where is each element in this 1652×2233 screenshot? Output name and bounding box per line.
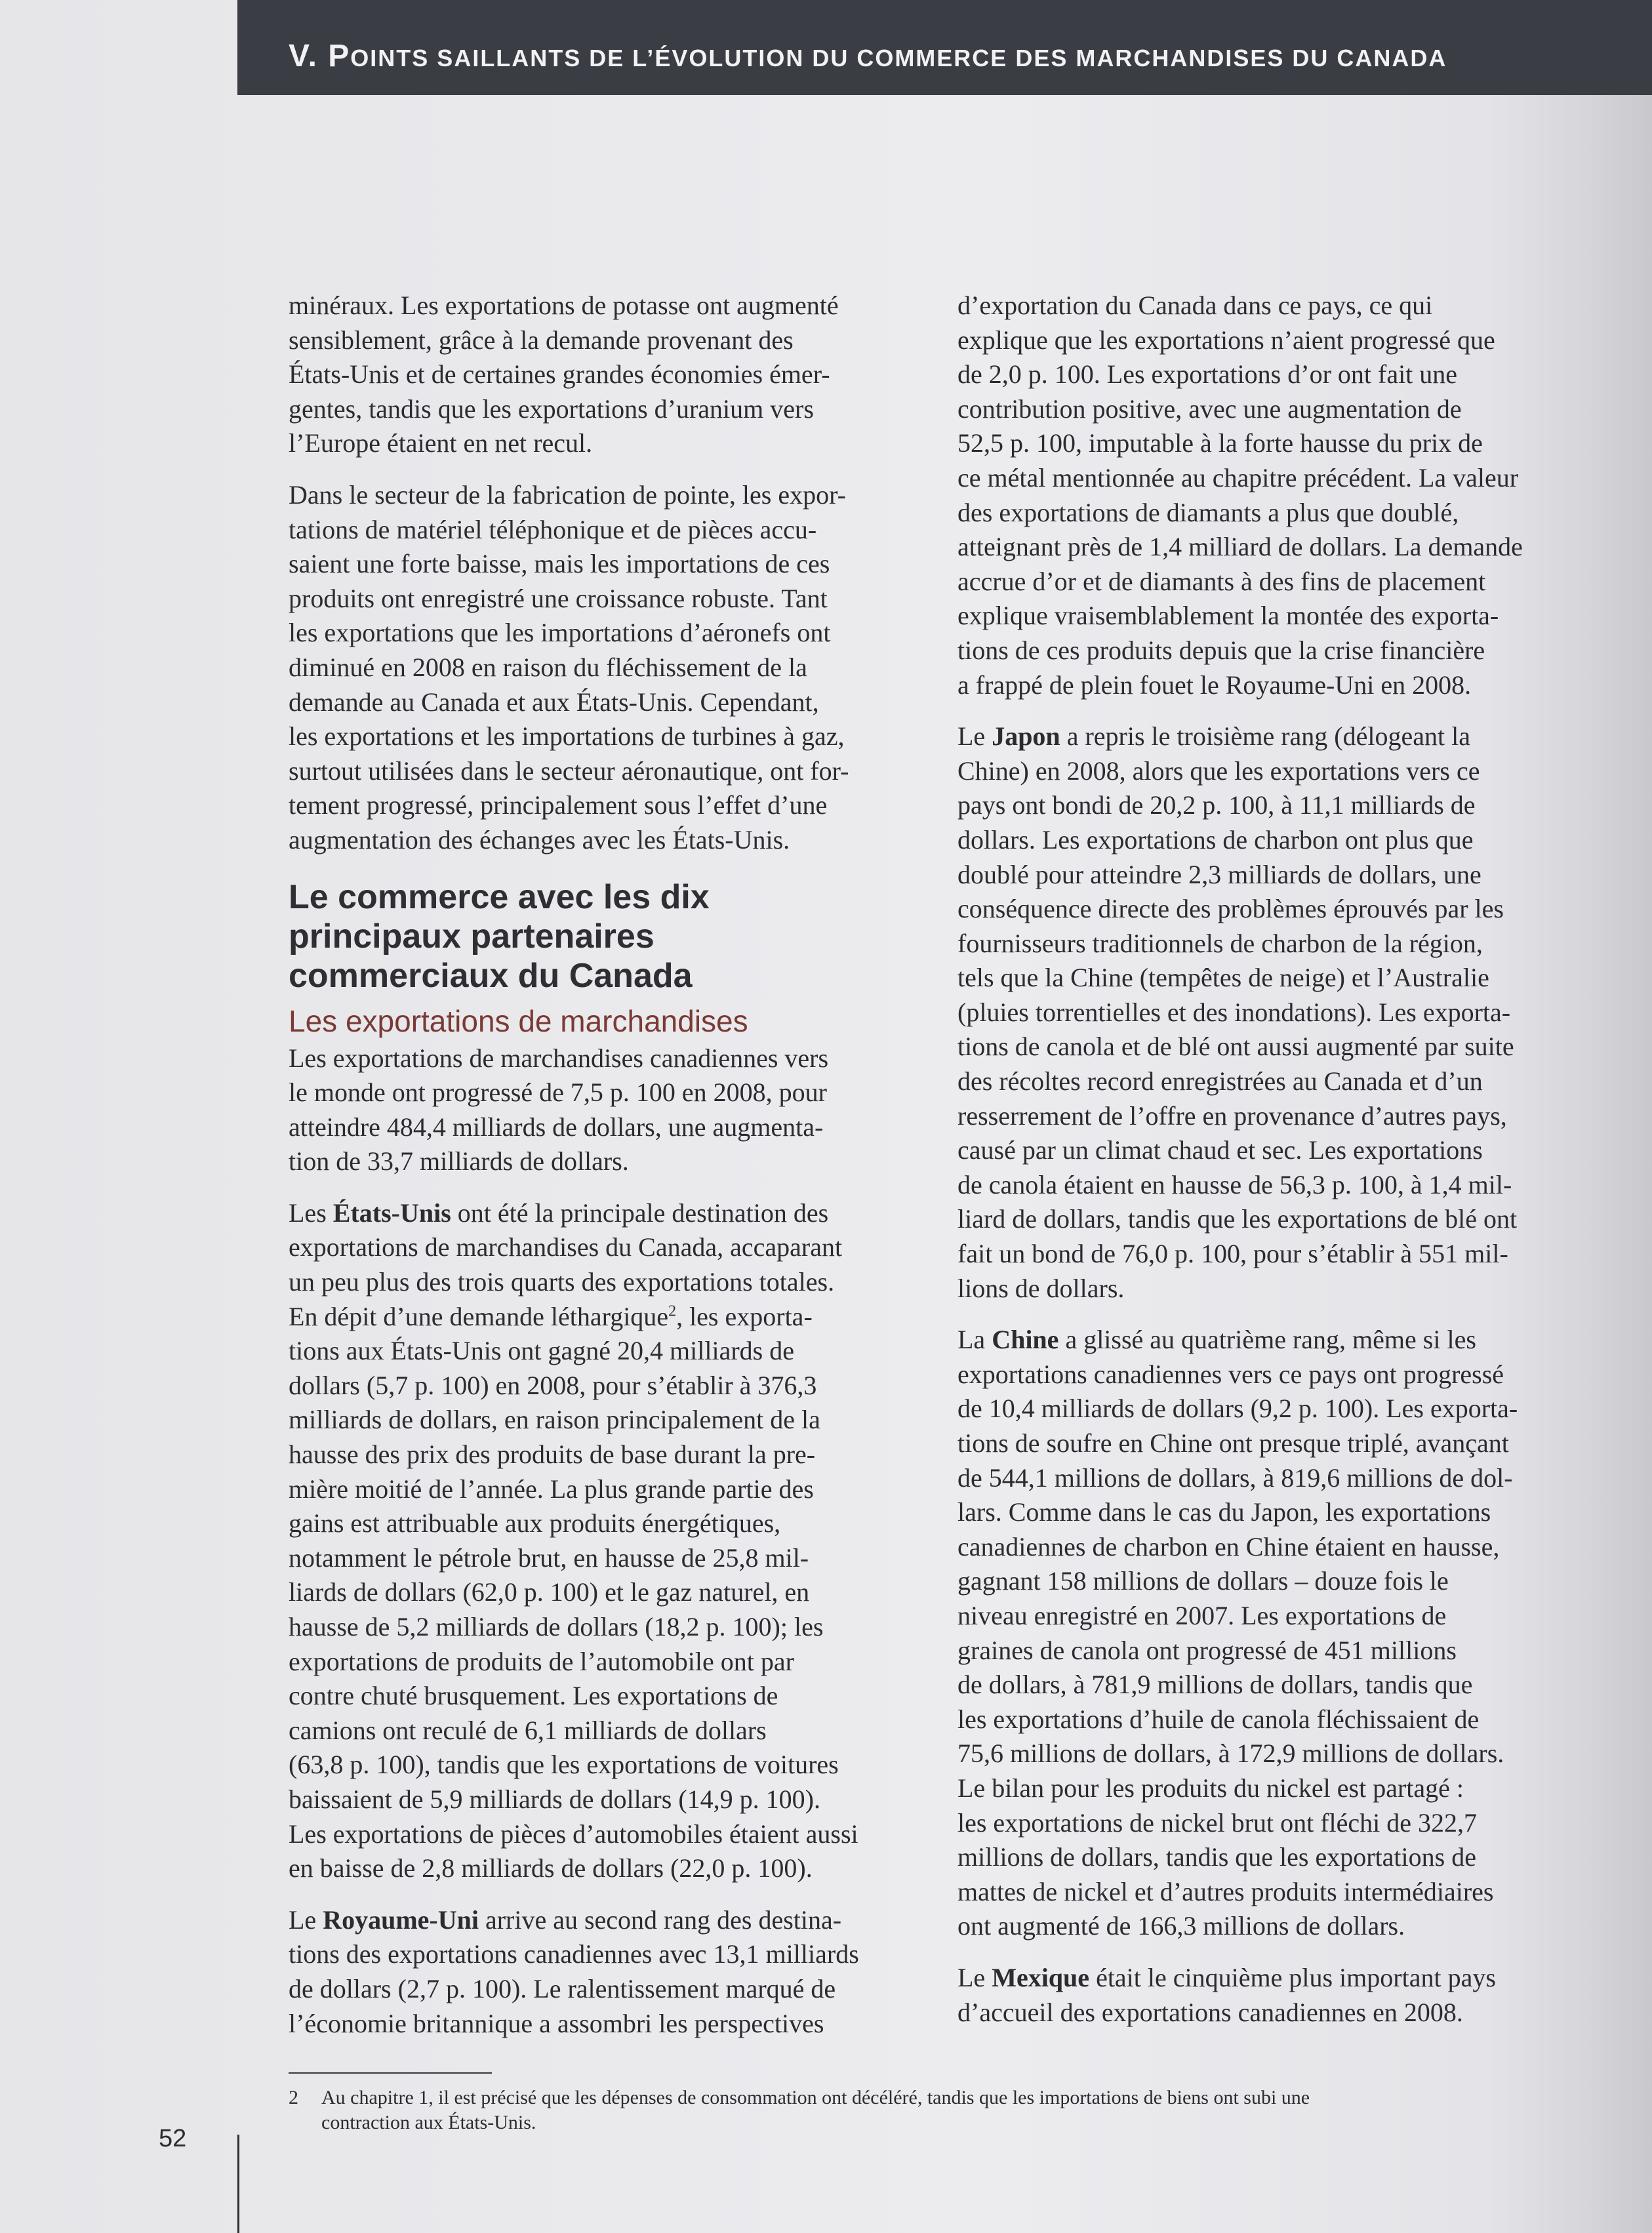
country-name-bold: États-Unis xyxy=(332,1197,451,1228)
text-line xyxy=(289,1903,918,1938)
text-line: 52,5 p. 100, imputable à la forte hausse du prix de xyxy=(957,428,1483,458)
text-line: contraction aux États-Unis. xyxy=(321,2112,536,2133)
heading-line: principaux partenaires xyxy=(289,917,655,956)
paragraph-japan xyxy=(957,719,1587,1306)
text-line xyxy=(957,1323,1587,1358)
text-line: (63,8 p. 100), tandis que les exportations de voitures xyxy=(289,1750,839,1780)
text-line xyxy=(289,1196,918,1231)
footnote-text xyxy=(321,2085,1535,2135)
text-line: Au chapitre 1, il est précisé que les dépenses de consommation ont décéléré, tandis que les importations de biens ont subi une xyxy=(321,2087,1310,2108)
text-line: Le bilan pour les produits du nickel est partagé : xyxy=(957,1773,1464,1803)
text-line: sensiblement, grâce à la demande provenant des xyxy=(289,325,794,355)
text-line: mattes de nickel et d’autres produits intermédiaires xyxy=(957,1876,1494,1906)
text-run: a repris le troisième rang (délogeant la xyxy=(1060,721,1470,752)
subsection-heading: Les exportations de marchandises xyxy=(289,1003,748,1038)
text-line: hausse de 5,2 milliards de dollars (18,2 p. 100); les xyxy=(289,1612,824,1641)
text-run: La xyxy=(957,1325,992,1355)
paragraph-world-exports xyxy=(289,1041,918,1179)
text-line: atteindre 484,4 milliards de dollars, une augmenta- xyxy=(289,1112,824,1142)
text-line: lars. Comme dans le cas du Japon, les exportations xyxy=(957,1497,1491,1527)
text-line: augmentation des échanges avec les États-Unis. xyxy=(289,824,790,855)
text-line: tels que la Chine (tempêtes de neige) et l’Australie xyxy=(957,963,1489,993)
text-line xyxy=(957,719,1587,754)
text-line: le monde ont progressé de 7,5 p. 100 en 2008, pour xyxy=(289,1077,827,1108)
country-name-bold: Chine xyxy=(992,1325,1059,1355)
text-line: un peu plus des trois quarts des exportations totales. xyxy=(289,1267,835,1297)
text-line: les exportations de nickel brut ont fléchi de 322,7 xyxy=(957,1807,1478,1838)
text-line: notamment le pétrole brut, en hausse de 25,8 mil- xyxy=(289,1542,809,1573)
text-line: gagnant 158 millions de dollars – douze fois le xyxy=(957,1566,1449,1596)
text-line: d’exportation du Canada dans ce pays, ce qui xyxy=(957,291,1433,320)
paragraph-china xyxy=(957,1323,1587,1944)
text-line: produits ont enregistré une croissance robuste. Tant xyxy=(289,583,828,613)
text-run: Les xyxy=(289,1197,333,1228)
text-line: tement progressé, principalement sous l’effet d’une xyxy=(289,790,828,820)
heading-line: Le commerce avec les dix xyxy=(289,877,710,916)
footnote-separator xyxy=(289,2072,492,2074)
text-line: de canola étaient en hausse de 56,3 p. 100, à 1,4 mil- xyxy=(957,1169,1512,1199)
text-line: les exportations et les importations de turbines à gaz, xyxy=(289,721,845,752)
paragraph-united-kingdom xyxy=(289,1903,918,2041)
text-line: liards de dollars (62,0 p. 100) et le gaz naturel, en xyxy=(289,1577,810,1607)
text-line: fait un bond de 76,0 p. 100, pour s’établir à 551 mil- xyxy=(957,1239,1508,1269)
text-line: tions de canola et de blé ont aussi augmenté par suite xyxy=(957,1032,1514,1062)
heading-line: commerciaux du Canada xyxy=(289,956,693,995)
text-line: hausse des prix des produits de base durant la pre- xyxy=(289,1439,816,1470)
text-line: baissaient de 5,9 milliards de dollars (14,9 p. 100). xyxy=(289,1784,820,1814)
text-line: gains est attribuable aux produits énergétiques, xyxy=(289,1508,781,1539)
right-column xyxy=(957,289,1587,2047)
text-run: , les exporta- xyxy=(676,1301,813,1331)
paragraph-advanced-manufacturing xyxy=(289,478,918,858)
text-line: (pluies torrentielles et des inondations). Les exporta- xyxy=(957,997,1511,1027)
text-line: surtout utilisées dans le secteur aéronautique, ont for- xyxy=(289,755,849,786)
section-heading xyxy=(289,877,918,996)
text-run: a glissé au quatrième rang, même si les xyxy=(1058,1325,1476,1355)
paragraph-uk-continued xyxy=(957,289,1587,702)
paragraph-united-states xyxy=(289,1196,918,1886)
text-line: pays ont bondi de 20,2 p. 100, à 11,1 milliards de xyxy=(957,790,1476,820)
text-line: tions de ces produits depuis que la crise financière xyxy=(957,635,1485,665)
text-line: tions des exportations canadiennes avec 13,1 milliards xyxy=(289,1939,859,1969)
text-line: lions de dollars. xyxy=(957,1273,1125,1303)
footnote-number: 2 xyxy=(289,2087,298,2108)
text-line: en baisse de 2,8 milliards de dollars (22,0 p. 100). xyxy=(289,1853,813,1883)
margin-rule xyxy=(237,2135,239,2233)
text-run: arrive au second rang des destina- xyxy=(478,1904,842,1935)
text-line: Chine) en 2008, alors que les exportations vers ce xyxy=(957,755,1480,786)
paragraph-minerals xyxy=(289,289,918,461)
text-line: dollars. Les exportations de charbon ont plus que xyxy=(957,824,1474,855)
text-run: En dépit d’une demande léthargique xyxy=(289,1301,669,1331)
text-line: des exportations de diamants a plus que doublé, xyxy=(957,497,1459,527)
text-line xyxy=(957,1961,1587,1996)
text-line: Les exportations de pièces d’automobiles étaient aussi xyxy=(289,1819,858,1849)
text-line: l’Europe étaient en net recul. xyxy=(289,428,593,458)
text-line: explique que les exportations n’aient progressé que xyxy=(957,325,1495,355)
text-line: 75,6 millions de dollars, à 172,9 millions de dollars. xyxy=(957,1739,1504,1769)
text-line: demande au Canada et aux États-Unis. Cependant, xyxy=(289,687,819,717)
text-line: graines de canola ont progressé de 451 millions xyxy=(957,1635,1457,1665)
text-line: de 544,1 millions de dollars, à 819,6 millions de dol- xyxy=(957,1462,1513,1493)
text-line: ce métal mentionnée au chapitre précédent. La valeur xyxy=(957,462,1519,493)
paragraph-mexico xyxy=(957,1961,1587,2030)
text-line: fournisseurs traditionnels de charbon de la région, xyxy=(957,928,1483,958)
text-line: contribution positive, avec une augmentation de xyxy=(957,393,1462,424)
text-line: saient une forte baisse, mais les importations de ces xyxy=(289,549,830,579)
text-line: causé par un climat chaud et sec. Les exportations xyxy=(957,1135,1483,1165)
text-line: milliards de dollars, en raison principalement de la xyxy=(289,1405,820,1435)
text-line: tations de matériel téléphonique et de pièces accu- xyxy=(289,514,817,544)
text-line: resserrement de l’offre en provenance d’autres pays, xyxy=(957,1100,1507,1131)
text-line: exportations canadiennes vers ce pays ont progressé xyxy=(957,1359,1504,1389)
chapter-title-text: OINTS SAILLANTS DE L’ÉVOLUTION DU COMMERCE DES MARCHANDISES DU CANADA xyxy=(350,45,1447,71)
text-line: camions ont reculé de 6,1 milliards de dollars xyxy=(289,1715,767,1745)
text-line: contre chuté brusquement. Les exportations de xyxy=(289,1681,778,1711)
text-line: Les exportations de marchandises canadiennes vers xyxy=(289,1043,829,1073)
text-run: était le cinquième plus important pays xyxy=(1089,1962,1496,1992)
text-line: Dans le secteur de la fabrication de pointe, les expor- xyxy=(289,479,846,510)
text-line: diminué en 2008 en raison du fléchissement de la xyxy=(289,652,807,682)
text-line: accrue d’or et de diamants à des fins de placement xyxy=(957,566,1486,596)
text-line: doublé pour atteindre 2,3 milliards de dollars, une xyxy=(957,859,1481,889)
text-run: Le xyxy=(289,1904,323,1935)
text-line: tions de soufre en Chine ont presque triplé, avançant xyxy=(957,1428,1509,1458)
text-line: explique vraisemblablement la montée des exporta- xyxy=(957,601,1499,631)
text-line: dollars (5,7 p. 100) en 2008, pour s’établir à 376,3 xyxy=(289,1370,817,1400)
footnote-reference[interactable]: 2 xyxy=(668,1302,677,1320)
text-run: Le xyxy=(957,721,992,752)
text-line: exportations de marchandises du Canada, accaparant xyxy=(289,1232,843,1262)
country-name-bold: Royaume-Uni xyxy=(323,1904,479,1935)
text-line: mière moitié de l’année. La plus grande partie des xyxy=(289,1474,814,1504)
left-column xyxy=(289,289,918,2058)
text-line: d’accueil des exportations canadiennes en 2008. xyxy=(957,1997,1463,2027)
text-line xyxy=(289,1300,918,1335)
text-run: ont été la principale destination des xyxy=(451,1197,829,1228)
page-number: 52 xyxy=(159,2125,187,2152)
chapter-title xyxy=(289,38,1447,74)
country-name-bold: Mexique xyxy=(992,1962,1090,1992)
text-line: tion de 33,7 milliards de dollars. xyxy=(289,1146,629,1177)
text-line: les exportations d’huile de canola fléchissaient de xyxy=(957,1704,1480,1734)
text-run: Le xyxy=(957,1962,992,1992)
text-line: conséquence directe des problèmes éprouvés par les xyxy=(957,894,1504,924)
country-name-bold: Japon xyxy=(992,721,1060,752)
text-line: liard de dollars, tandis que les exportations de blé ont xyxy=(957,1204,1518,1234)
text-line: de 10,4 milliards de dollars (9,2 p. 100). Les exporta- xyxy=(957,1394,1518,1424)
text-line: l’économie britannique a assombri les perspectives xyxy=(289,2008,824,2038)
text-line: ont augmenté de 166,3 millions de dollars. xyxy=(957,1911,1405,1941)
text-line: exportations de produits de l’automobile ont par xyxy=(289,1646,794,1676)
chapter-title-prefix: V. P xyxy=(289,39,351,73)
text-line: de dollars (2,7 p. 100). Le ralentissement marqué de xyxy=(289,1973,836,2003)
text-line: de 2,0 p. 100. Les exportations d’or ont fait une xyxy=(957,359,1458,390)
text-line: des récoltes record enregistrées au Canada et d’un xyxy=(957,1066,1483,1096)
text-line: gentes, tandis que les exportations d’uranium vers xyxy=(289,393,814,424)
text-line: canadiennes de charbon en Chine étaient en hausse, xyxy=(957,1531,1500,1561)
text-line: les exportations que les importations d’aéronefs ont xyxy=(289,618,831,648)
text-line: millions de dollars, tandis que les exportations de xyxy=(957,1842,1476,1872)
text-line: a frappé de plein fouet le Royaume-Uni en 2008. xyxy=(957,670,1472,700)
text-line: de dollars, à 781,9 millions de dollars, tandis que xyxy=(957,1670,1473,1700)
text-line: minéraux. Les exportations de potasse ont augmenté xyxy=(289,291,839,320)
text-line: États-Unis et de certaines grandes économies émer- xyxy=(289,359,830,390)
text-line: niveau enregistré en 2007. Les exportations de xyxy=(957,1600,1447,1630)
text-line: tions aux États-Unis ont gagné 20,4 milliards de xyxy=(289,1336,794,1366)
text-line: atteignant près de 1,4 milliard de dollars. La demande xyxy=(957,532,1523,562)
